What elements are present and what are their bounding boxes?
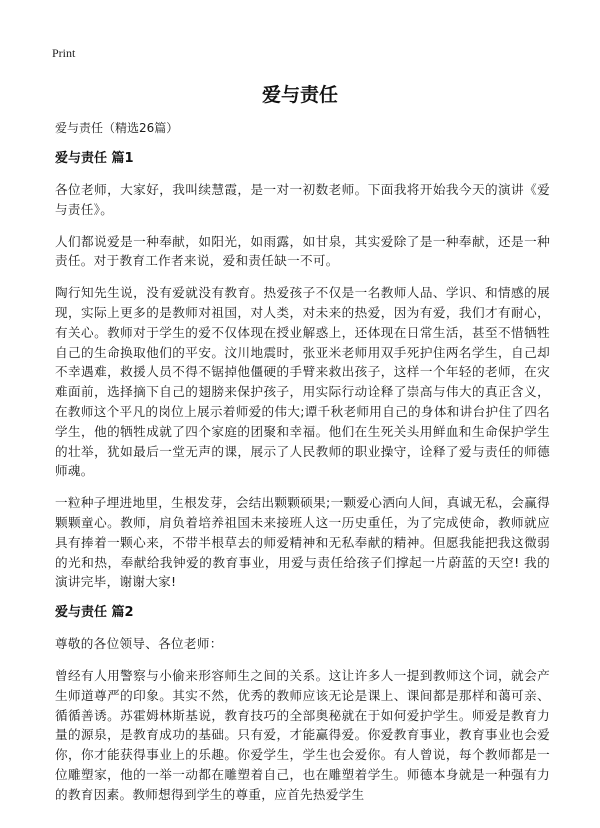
paragraph: 陶行知先生说，没有爱就没有教育。热爱孩子不仅是一名教师人品、学识、和情感的展现，实际上更多的是教师对祖国，对人类，对未来的热爱，因为有爱，我们才有耐心，有关心。教师对于学生的爱不仅体现在授业解惑上，还体现在日常生活，甚至不惜牺牲自己的生命换取他们的平安。汶川地震时，张亚米老师用双手死护住两名学生，自己却不幸遇难，救援人员不得不锯掉他僵硬的手臂来救出孩子，这样一个年轻的老师，在灾难面前，选择摘下自己的翅膀来保护孩子，用实际行动诠释了崇高与伟大的真正含义，在教师这个平凡的岗位上展示着师爱的伟大;谭千秋老师用自己的身体和讲台护住了四名学生，他的牺牲成就了四个家庭的团聚和幸福。他们在生死关头用鲜血和生命保护学生的壮举，犹如最后一堂无声的课，展示了人民教师的职业操守，诠释了爱与责任的师德师魂。 [55, 285, 550, 479]
section-heading: 爱与责任 篇1 [55, 151, 134, 166]
print-link[interactable]: Print [52, 46, 76, 60]
document-title: 爱与责任 [261, 84, 338, 106]
section-1 [55, 150, 550, 592]
document-subtitle: 爱与责任（精选26篇） [55, 121, 179, 135]
paragraph: 曾经有人用警察与小偷来形容师生之间的关系。这让许多人一提到教师这个词，就会产生师道尊严的印象。其实不然，优秀的教师应该无论是课上、课间都是那样和蔼可亲、循循善诱。苏霍姆林斯基说，教育技巧的全部奥秘就在于如何爱护学生。师爱是教育力量的源泉，是教育成功的基础。只有爱，才能赢得爱。你爱教育事业，教育事业也会爱你，你才能获得事业上的乐趣。你爱学生，学生也会爱你。有人曾说，每个教师都是一位雕塑家，他的一举一动都在雕塑着自己，也在雕塑着学生。师德本身就是一种强有力的教育因素。教师想得到学生的尊重，应首先热爱学生 [55, 667, 550, 802]
document-body [55, 118, 550, 817]
paragraph: 人们都说爱是一种奉献，如阳光，如雨露，如甘泉，其实爱除了是一种奉献，还是一种责任。对于教育工作者来说，爱和责任缺一不可。 [55, 233, 550, 269]
section-heading: 爱与责任 篇2 [55, 605, 134, 621]
paragraph: 尊敬的各位领导、各位老师： [55, 636, 223, 652]
paragraph: 各位老师，大家好，我叫续慧霞，是一对一初数老师。下面我将开始我今天的演讲《爱与责任》。 [55, 182, 550, 217]
paragraph: 一粒种子埋进地里，生根发芽，会结出颗颗硕果;一颗爱心洒向人间，真诚无私，会赢得颗颗童心。教师，肩负着培养祖国未来接班人这一历史重任，为了完成使命，教师就应具有捧着一颗心来，不带半根草去的师爱精神和无私奉献的精神。但愿我能把我这微弱的光和热，奉献给我钟爱的教育事业，用爱与责任给孩子们撑起一片蔚蓝的天空! 我的演讲完毕，谢谢大家! [55, 495, 550, 590]
section-2 [55, 604, 550, 804]
